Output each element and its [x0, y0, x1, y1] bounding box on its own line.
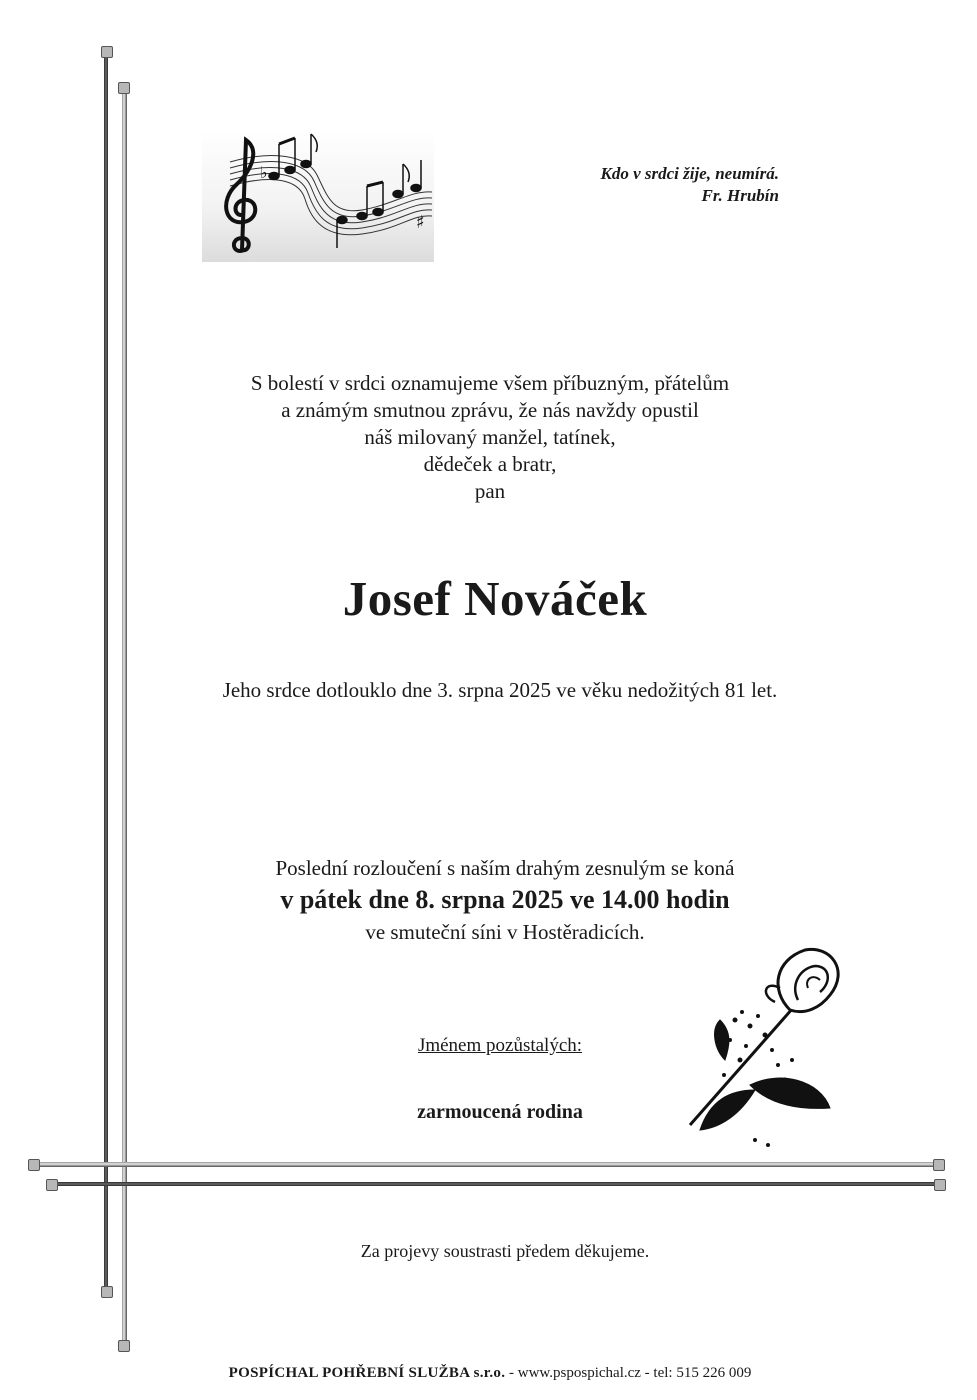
- frame-corner-ornament: [28, 1159, 40, 1171]
- frame-corner-ornament: [118, 1340, 130, 1352]
- frame-corner-ornament: [46, 1179, 58, 1191]
- signature-name: zarmoucená rodina: [417, 1101, 583, 1123]
- footer-company: POSPÍCHAL POHŘEBNÍ SLUŽBA s.r.o.: [228, 1365, 506, 1381]
- frame-horizontal-line-lower: [50, 1182, 940, 1186]
- rose-icon: [680, 940, 840, 1150]
- footer-contact: - www.pspospichal.cz - tel: 515 226 009: [505, 1365, 752, 1381]
- announcement-line: dědeček a bratr,: [423, 452, 557, 476]
- music-notes-icon: [202, 130, 434, 262]
- farewell-location: ve smuteční síni v Hostěradicích.: [365, 920, 645, 944]
- announcement-text: [150, 370, 830, 505]
- frame-corner-ornament: [101, 46, 113, 58]
- farewell-intro: Poslední rozloučení s naším drahým zesnulým se koná: [275, 856, 735, 880]
- condolences-thanks: Za projevy soustrasti předem děkujeme.: [360, 1241, 650, 1261]
- frame-corner-ornament: [101, 1286, 113, 1298]
- farewell-info: [150, 852, 860, 948]
- announcement-line: a známým smutnou zprávu, že nás navždy opustil: [281, 398, 699, 422]
- signature-label: Jménem pozůstalých:: [417, 1035, 583, 1056]
- quote-text: Kdo v srdci žije, neumírá.: [600, 164, 779, 183]
- frame-corner-ornament: [933, 1159, 945, 1171]
- frame-vertical-line-inner: [122, 86, 127, 1346]
- death-date-text: Jeho srdce dotlouklo dne 3. srpna 2025 ve věku nedožitých 81 let.: [222, 678, 778, 702]
- frame-corner-ornament: [118, 82, 130, 94]
- deceased-name: Josef Nováček: [342, 571, 648, 626]
- svg-text:♭: ♭: [260, 163, 268, 182]
- quote-block: [600, 163, 779, 207]
- frame-vertical-line-outer: [104, 50, 108, 1290]
- announcement-line: S bolestí v srdci oznamujeme všem příbuzným, přátelům: [250, 371, 730, 395]
- farewell-date-time: v pátek dne 8. srpna 2025 ve 14.00 hodin: [280, 885, 730, 914]
- quote-author: Fr. Hrubín: [701, 186, 779, 205]
- frame-horizontal-line-upper: [32, 1162, 937, 1167]
- frame-corner-ornament: [934, 1179, 946, 1191]
- footer: [120, 1365, 860, 1382]
- announcement-line: pan: [474, 479, 506, 503]
- announcement-line: náš milovaný manžel, tatínek,: [364, 425, 616, 449]
- svg-text:♯: ♯: [416, 212, 425, 233]
